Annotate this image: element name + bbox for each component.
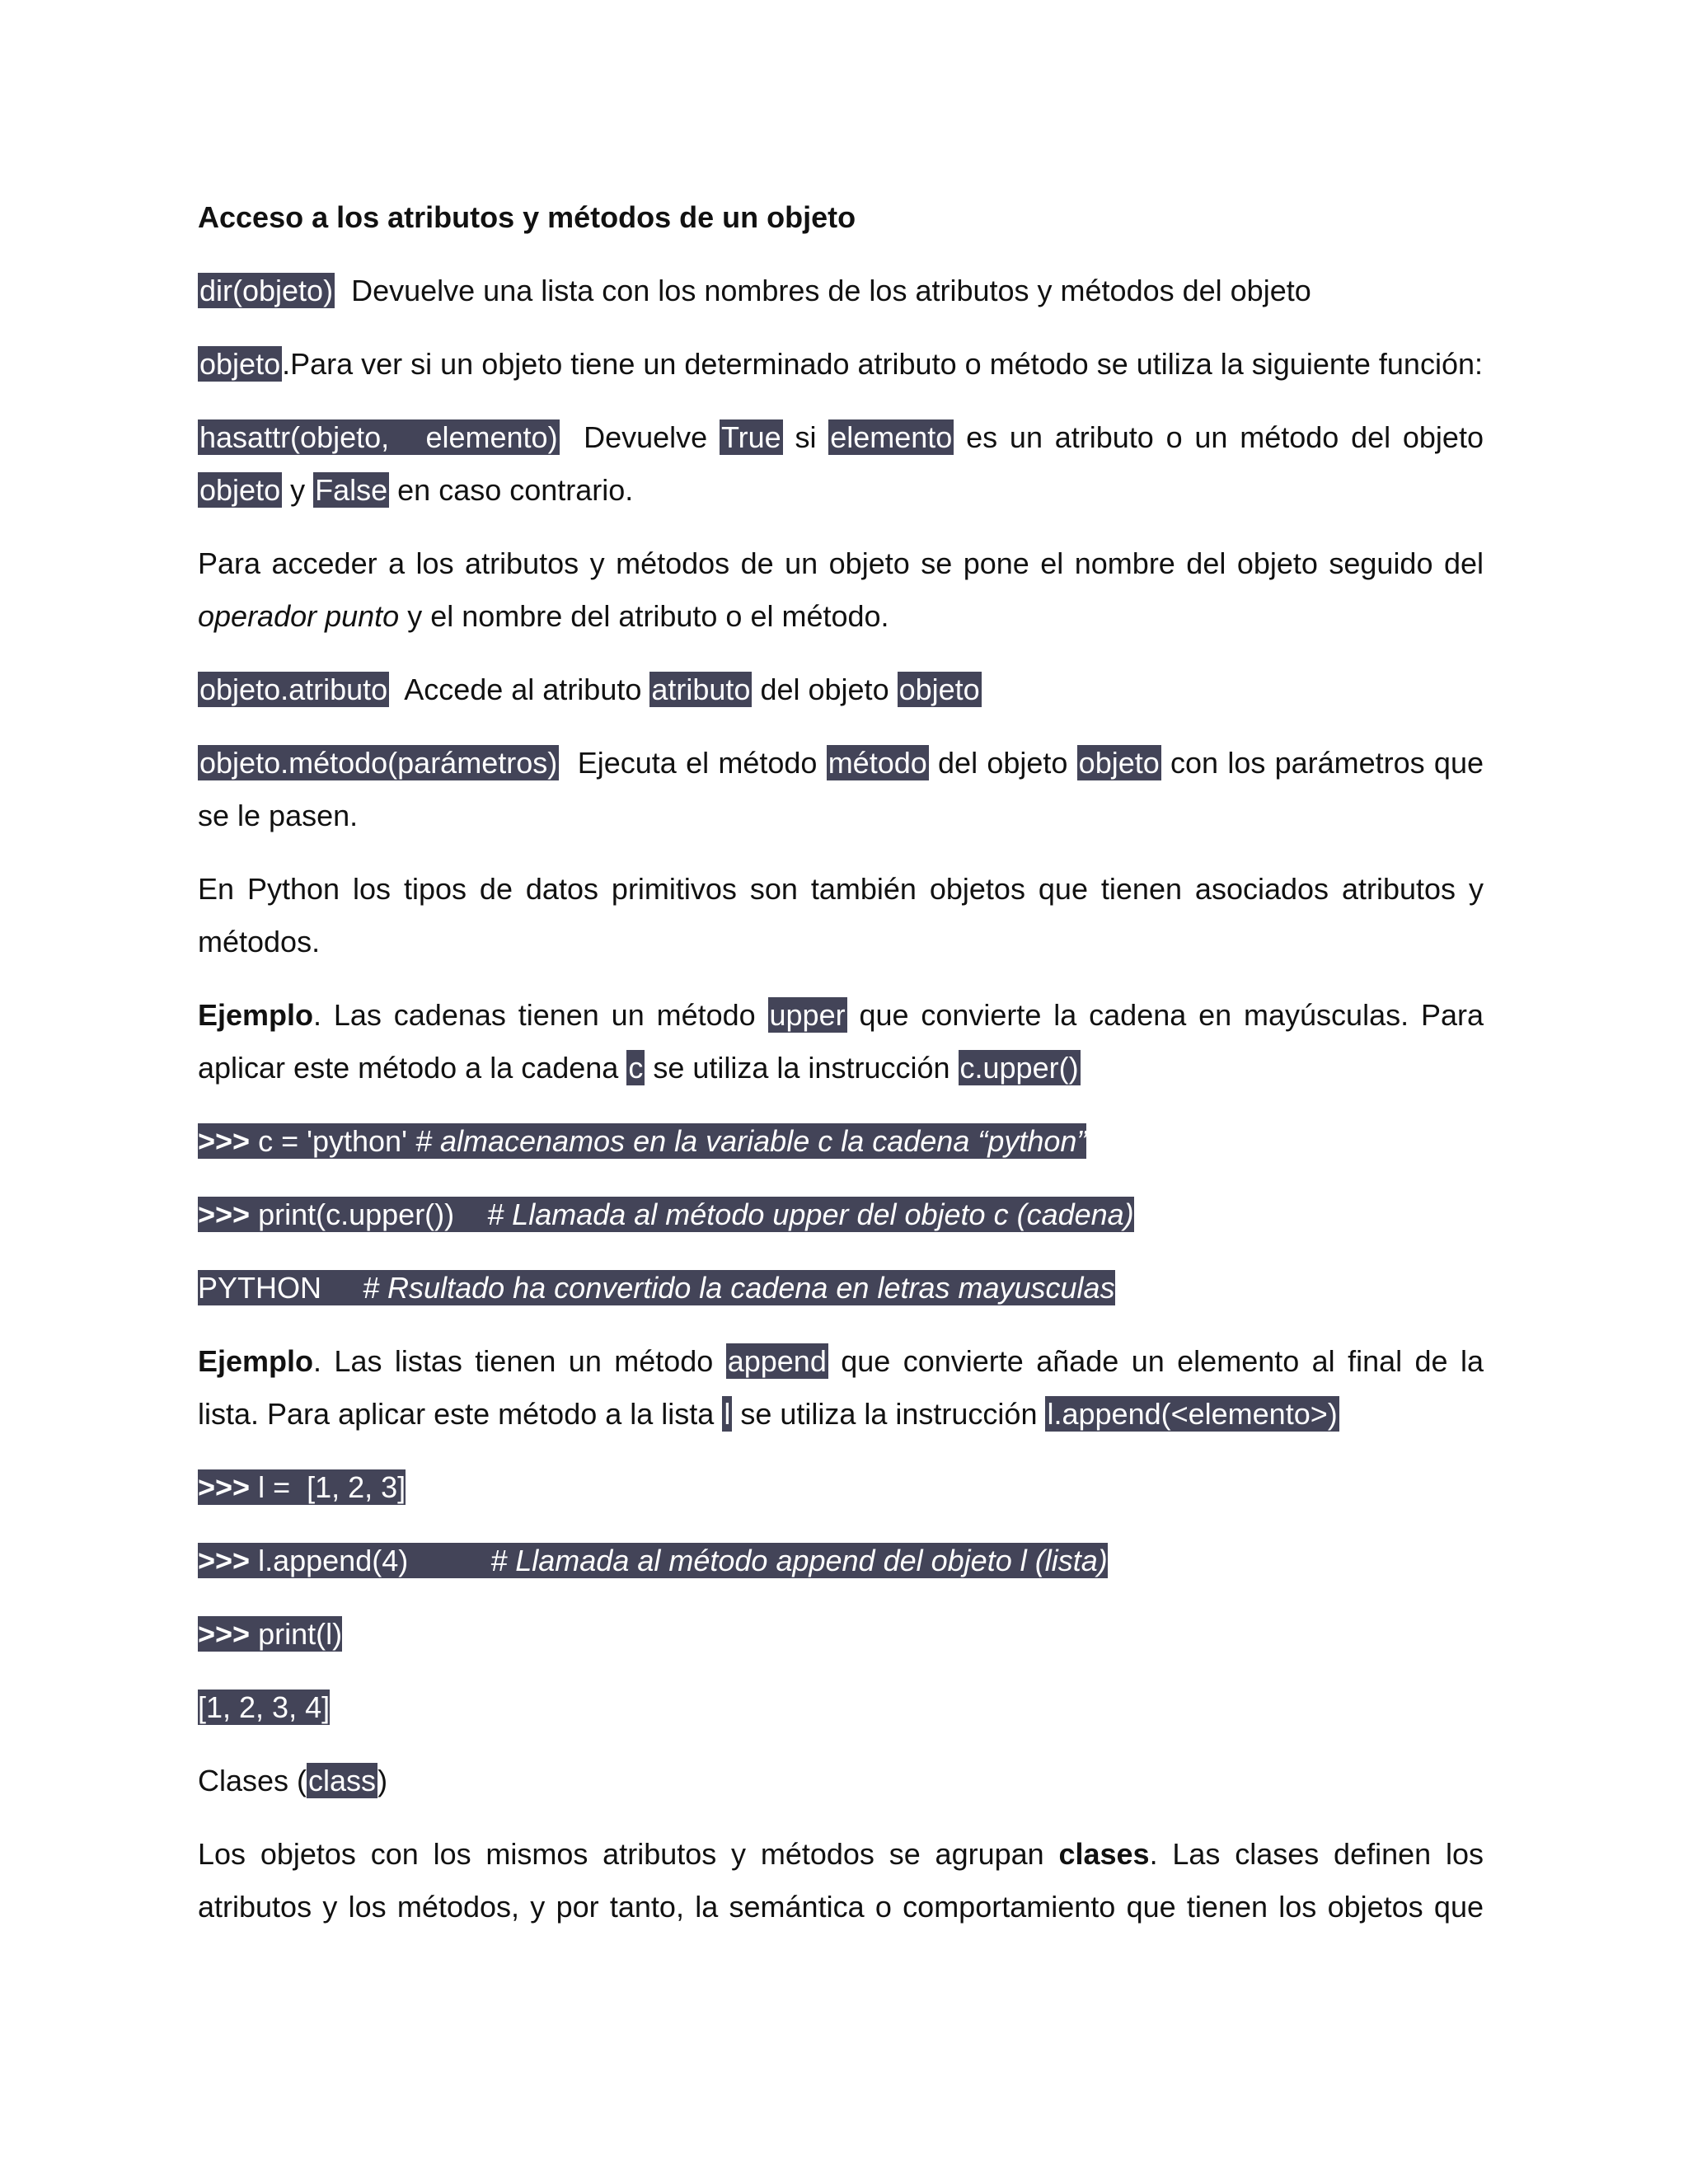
code-text: l = [1, 2, 3] [250,1470,406,1504]
code-line-2 [198,1188,1484,1241]
paragraph-objeto [198,338,1484,391]
code-text: print(l) [250,1617,343,1651]
text: Los objetos con los mismos atributos y métodos se agrupan [198,1837,1059,1871]
code-text: c = 'python' [250,1124,415,1158]
code-dir: dir(objeto) [199,274,334,307]
code-false: False [315,473,388,507]
code-line-7 [198,1681,1484,1734]
code-true: True [720,420,781,454]
paragraph-python: En Python los tipos de datos primitivos son también objetos que tienen asociados atributos y métodos. [198,872,1484,958]
code-c-upper: c.upper() [959,1051,1079,1085]
bold-ejemplo: Ejemplo [198,998,314,1032]
paragraph-ejemplo-upper [198,989,1484,1094]
code-line-6 [198,1608,1484,1661]
code-line-3 [198,1262,1484,1315]
text: Clases ( [198,1764,307,1797]
prompt: >>> [198,1544,251,1577]
paragraph-hasattr [198,411,1484,517]
text: Ejecuta el método [559,746,827,780]
code-objeto: objeto [1078,746,1160,780]
code-objeto-metodo: objeto.método(parámetros) [199,746,558,780]
paragraph-metodo [198,737,1484,842]
code-objeto-atributo: objeto.atributo [199,673,388,706]
code-text: l.append(4) [250,1544,491,1577]
code-c: c [628,1051,644,1085]
code-highlight [198,1270,1115,1305]
code-highlight [198,1543,1108,1578]
code-hasattr: hasattr(objeto, elemento) [199,420,558,454]
code-metodo: método [828,746,927,780]
text: y el nombre del atributo o el método. [399,599,889,633]
code-objeto: objeto [199,473,281,507]
text-dir: Devuelve una lista con los nombres de los atributos y métodos del objeto [335,274,1311,307]
text: en caso contrario. [389,473,634,507]
paragraph-dir [198,265,1484,317]
paragraph-atributo [198,663,1484,716]
paragraph-clases-title [198,1755,1484,1807]
text: con los parámetros que se le pasen. [198,746,1484,832]
code-upper: upper [769,998,846,1032]
code-comment: # almacenamos en la variable c la cadena “python” [415,1124,1087,1158]
code-class: class [308,1764,377,1797]
code-comment: # Llamada al método upper del objeto c (cadena) [487,1197,1134,1231]
text: Accede al atributo [389,673,650,706]
code-output: [1, 2, 3, 4] [198,1690,331,1724]
code-text: print(c.upper()) [250,1197,488,1231]
code-text: PYTHON [198,1271,363,1305]
paragraph-acceder [198,537,1484,643]
code-elemento: elemento [830,420,953,454]
code-highlight [198,1197,1134,1232]
section-heading: Acceso a los atributos y métodos de un objeto [198,200,856,234]
code-line-1 [198,1115,1484,1168]
italic-term: operador punto [198,599,400,633]
text: se utiliza la instrucción [645,1051,959,1085]
text: . Las listas tienen un método [313,1344,726,1378]
code-objeto: objeto [199,347,281,381]
code-l-append: l.append(<elemento>) [1047,1397,1338,1431]
bold-clases: clases [1058,1837,1150,1871]
prompt: >>> [198,1124,251,1158]
code-line-5 [198,1535,1484,1587]
text: y [282,473,314,507]
prompt: >>> [198,1470,251,1504]
document-body [198,191,1484,1954]
text: ) [377,1764,388,1797]
code-highlight [198,1616,342,1652]
text: que convierte la cadena en mayúsculas. Para aplicar este método a la cadena [198,998,1484,1085]
code-append: append [727,1344,827,1378]
code-comment: # Llamada al método append del objeto l (lista) [490,1544,1108,1577]
text-objeto: .Para ver si un objeto tiene un determinado atributo o método se utiliza la siguiente función: [282,347,1483,381]
text: se utiliza la instrucción [732,1397,1046,1431]
text: del objeto [928,746,1077,780]
text: . Las clases definen los atributos y los métodos, y por tanto, la semántica o comportamiento que tienen los objetos que [198,1837,1484,1924]
text: . Las cadenas tienen un método [313,998,768,1032]
text: del objeto [752,673,898,706]
bold-ejemplo: Ejemplo [198,1344,314,1378]
text: que convierte añade un elemento al final de la lista. Para aplicar este método a la lista [198,1344,1484,1431]
text: Para acceder a los atributos y métodos de un objeto se pone el nombre del objeto seguido del [198,546,1484,580]
code-line-4 [198,1461,1484,1514]
code-l: l [724,1397,731,1431]
paragraph-clases [198,1828,1484,1933]
text: si [782,420,829,454]
code-comment: # Rsultado ha convertido la cadena en letras mayusculas [363,1271,1115,1305]
prompt: >>> [198,1197,251,1231]
text: es un atributo o un método del objeto [954,420,1484,454]
code-objeto: objeto [898,673,980,706]
code-highlight [198,1123,1086,1159]
code-highlight [198,1469,406,1505]
prompt: >>> [198,1617,251,1651]
paragraph-ejemplo-append [198,1335,1484,1441]
code-atributo: atributo [651,673,751,706]
text: Devuelve [559,420,720,454]
